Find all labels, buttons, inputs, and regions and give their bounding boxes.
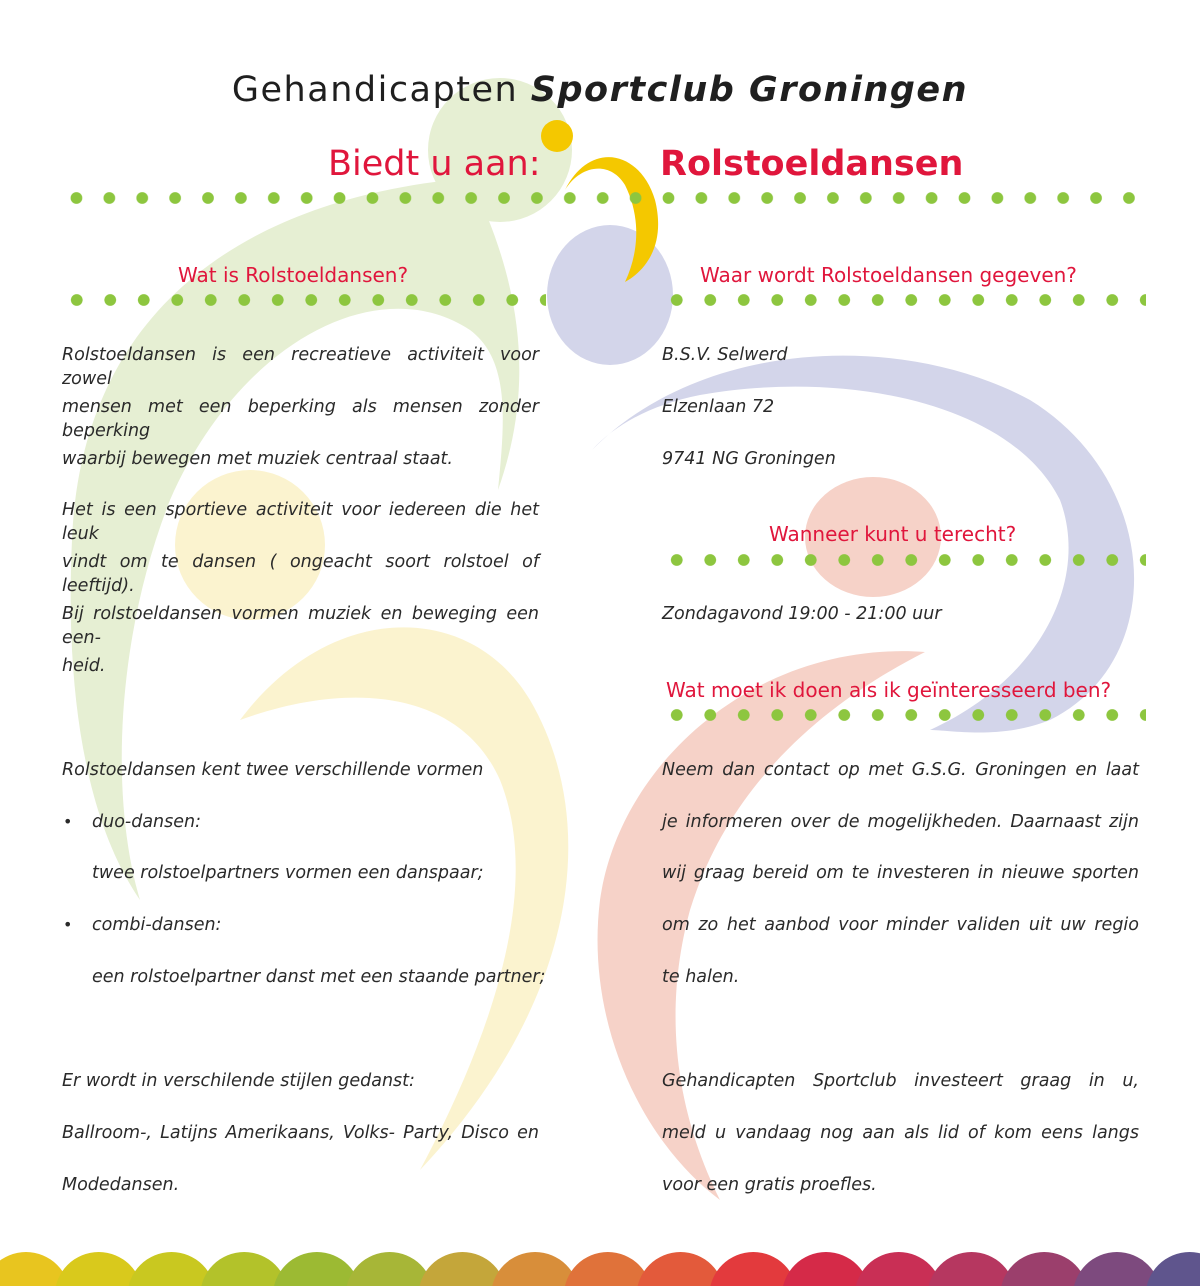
left-intro-line: Bij rolstoeldansen vormen muziek en beweging een een-	[62, 604, 539, 648]
left-intro-line: Rolstoeldansen is een recreatieve activiteit voor zowel	[62, 345, 539, 389]
closing-line: meld u vandaag nog aan als lid of kom eens langs	[662, 1123, 1139, 1143]
when-heading: Wanneer kunt u terecht?	[769, 522, 1017, 546]
footer-circle	[418, 1252, 506, 1286]
left-intro-line: waarbij bewegen met muziek centraal staat.	[62, 449, 453, 469]
left-intro-line: heid.	[62, 656, 106, 676]
footer-circle	[55, 1252, 143, 1286]
title-normal: Gehandicapten	[231, 70, 531, 110]
footer-circle	[273, 1252, 361, 1286]
left-intro-line: mensen met een beperking als mensen zonder beperking	[62, 397, 539, 441]
interested-line: Neem dan contact op met G.S.G. Groningen en laat	[662, 760, 1139, 780]
where-heading: Waar wordt Rolstoeldansen gegeven?	[700, 263, 1077, 287]
form-name: combi-dansen:	[92, 915, 222, 935]
styles-line: Modedansen.	[62, 1175, 180, 1195]
footer-circle	[491, 1252, 579, 1286]
interested-line: om zo het aanbod voor minder validen uit uw regio	[662, 915, 1139, 935]
where-dotted-divider	[660, 294, 1146, 306]
form-description: twee rolstoelpartners vormen een danspaar;	[92, 863, 484, 883]
closing-line: voor een gratis proefles.	[662, 1175, 877, 1195]
offer-label: Biedt u aan:	[328, 144, 541, 184]
footer-rainbow-circles	[0, 1230, 1200, 1286]
footer-circle	[346, 1252, 434, 1286]
bullet-marker: •	[63, 915, 73, 934]
styles-line: Ballroom-, Latijns Amerikaans, Volks- Party, Disco en	[62, 1123, 539, 1143]
title-bold: Sportclub Groningen	[530, 70, 969, 110]
interested-line: wij graag bereid om te investeren in nieuwe sporten	[662, 863, 1139, 883]
footer-circle	[709, 1252, 797, 1286]
footer-circle	[1146, 1252, 1200, 1286]
interested-heading: Wat moet ik doen als ik geïnteresseerd ben?	[666, 678, 1112, 702]
footer-circle	[564, 1252, 652, 1286]
interested-line: je informeren over de mogelijkheden. Daarnaast zijn	[662, 812, 1139, 832]
footer-circle	[1000, 1252, 1088, 1286]
closing-line: Gehandicapten Sportclub investeert graag in u,	[662, 1071, 1139, 1091]
footer-circle	[1073, 1252, 1161, 1286]
footer-circle	[782, 1252, 870, 1286]
bullet-marker: •	[63, 812, 73, 831]
footer-circle	[128, 1252, 216, 1286]
left-dotted-divider	[60, 294, 546, 306]
form-description: een rolstoelpartner danst met een staande partner;	[92, 967, 546, 987]
yellow-figure-head	[175, 470, 325, 620]
footer-circle	[928, 1252, 1016, 1286]
logo-figure-head	[541, 120, 573, 152]
offer-value: Rolstoeldansen	[660, 144, 964, 184]
interested-dotted-divider	[660, 709, 1146, 721]
footer-circle	[637, 1252, 725, 1286]
left-heading: Wat is Rolstoeldansen?	[178, 263, 409, 287]
footer-circle	[200, 1252, 288, 1286]
when-dotted-divider	[660, 554, 1146, 566]
when-time: Zondagavond 19:00 - 21:00 uur	[662, 604, 942, 624]
styles-line: Er wordt in verschilende stijlen gedanst:	[62, 1071, 415, 1091]
address-line: Elzenlaan 72	[662, 397, 775, 417]
left-intro-line: Het is een sportieve activiteit voor iedereen die het leuk	[62, 500, 539, 544]
address-line: B.S.V. Selwerd	[662, 345, 788, 365]
interested-line: te halen.	[662, 967, 740, 987]
form-name: duo-dansen:	[92, 812, 202, 832]
page-title	[0, 70, 1200, 110]
footer-circle	[855, 1252, 943, 1286]
top-dotted-divider	[60, 192, 1146, 204]
forms-intro: Rolstoeldansen kent twee verschillende vormen	[62, 760, 484, 780]
address-line: 9741 NG Groningen	[662, 449, 836, 469]
left-intro-line: vindt om te dansen ( ongeacht soort rolstoel of leeftijd).	[62, 552, 539, 596]
